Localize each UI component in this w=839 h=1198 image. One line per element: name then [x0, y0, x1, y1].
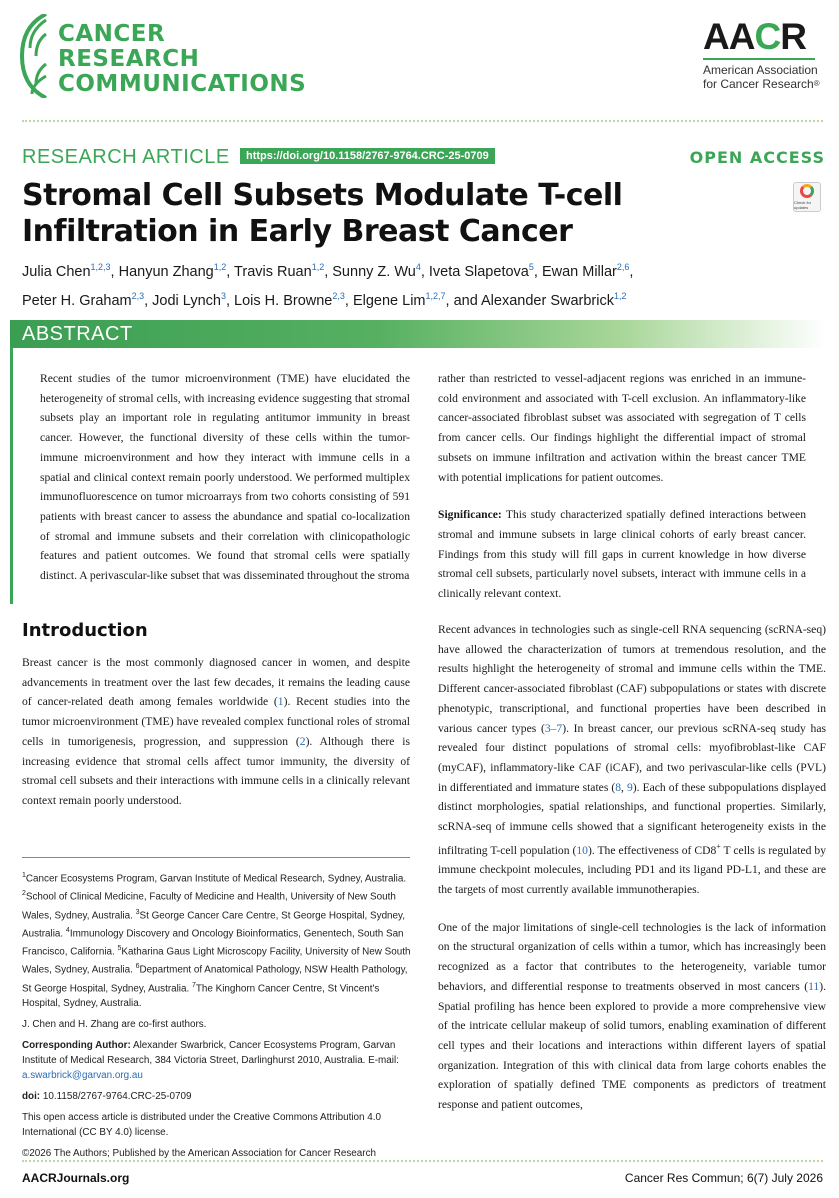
author-affiliation[interactable]: 5	[528, 262, 534, 272]
publisher-logo	[703, 18, 823, 91]
author-name: Peter H. Graham	[22, 292, 132, 309]
paragraph-text: ,	[621, 780, 627, 794]
author-list	[22, 255, 812, 313]
affiliation-text: St George Cancer Care Centre, St George Hospital, Sydney, Australia.	[22, 909, 405, 940]
significance-label: Significance:	[438, 508, 502, 522]
author-separator: ,	[344, 292, 353, 309]
affiliation-text: Cancer Ecosystems Program, Garvan Institute of Medical Research, Sydney, Australia.	[25, 873, 407, 885]
paragraph-text: ). Although there is increasing evidence that stromal cells affect tumor immunity, the diversity of stromal cell subsets and their interactions with immune cells in a clinically relevant context remain poorly understood.	[22, 734, 410, 807]
article-type: RESEARCH ARTICLE	[22, 146, 230, 168]
check-updates-icon	[800, 184, 814, 198]
doi-link[interactable]: https://doi.org/10.1158/2767-9764.CRC-25-0709	[240, 148, 495, 164]
paragraph-text: Breast cancer is the most commonly diagnosed cancer in women, and despite advancements in treatment over the last few decades, it remains the leading cause of cancer-related death among females worldwide (	[22, 656, 410, 709]
paragraph-text: Recent advances in technologies such as single-cell RNA sequencing (scRNA-seq) have allowed the characterization of tumors at tremendous resolution, and the results highlight the heterogeneity of stromal and immune cells within the TME. Different cancer-associated fibroblast (CAF) subpopulations or states with discrete phenotypic, transcriptional, and functional properties have been described in various cancer types (	[438, 623, 826, 735]
abstract-heading: ABSTRACT	[22, 323, 133, 345]
author-affiliation[interactable]: 3	[220, 290, 226, 301]
affiliation-text: Immunology Discovery and Oncology Bioinformatics, Genentech, South San Francisco, California.	[22, 928, 404, 958]
author-separator: ,	[225, 292, 235, 309]
intro-paragraph-3	[438, 918, 826, 1115]
affiliation-number: 2	[22, 890, 26, 898]
affiliation-number: 5	[117, 945, 122, 953]
author-affiliation[interactable]: 4	[415, 262, 421, 272]
affiliation-number: 1	[22, 872, 26, 879]
intro-right-column	[438, 620, 826, 1133]
reference-link[interactable]: 2	[299, 734, 306, 748]
reference-link[interactable]: 3–7	[544, 721, 563, 735]
abstract-side-rule	[10, 348, 13, 604]
author-name: Lois H. Browne	[234, 292, 333, 309]
paragraph-text: One of the major limitations of single-cell technologies is the lack of information on the structural organization of cells within a tumor, which has increasingly been recognized as a factor that contributes to the heterogeneity, variable tumor behaviors, and differential response to treatments observed in most cancers (	[438, 920, 826, 993]
intro-left-column	[22, 653, 410, 829]
reference-link[interactable]: 10	[576, 843, 588, 857]
author-name: Julia Chen	[22, 263, 91, 280]
author-name: Alexander Swarbrick	[481, 292, 614, 309]
author-separator: ,	[144, 292, 153, 309]
reference-link[interactable]: 1	[277, 695, 284, 709]
affiliation-number: 4	[65, 926, 70, 934]
author-separator: , and	[445, 292, 482, 309]
reference-link[interactable]: 8	[615, 780, 622, 794]
aacr-wordmark: AACR	[703, 16, 806, 57]
affiliation-number: 6	[135, 963, 140, 971]
author-separator: ,	[324, 263, 333, 280]
author-name: Iveta Slapetova	[428, 263, 529, 280]
author-affiliation[interactable]: 2,6	[616, 262, 630, 272]
footnotes	[22, 868, 412, 1167]
leaf-logo-icon	[20, 14, 50, 98]
reference-link[interactable]: 11	[808, 979, 820, 993]
affiliation-text: Katharina Gaus Light Microscopy Facility, University of New South Wales, Sydney, Australia.	[22, 946, 411, 976]
affiliation-text: Department of Anatomical Pathology, NSW Health Pathology, St George Hospital, Sydney, Australia.	[22, 964, 408, 995]
author-name: Travis Ruan	[234, 263, 312, 280]
author-affiliation[interactable]: 1,2	[213, 262, 227, 272]
reference-link[interactable]: 9	[626, 780, 633, 794]
author-name: Jodi Lynch	[152, 292, 221, 309]
publisher-name-line2: for Cancer Research®	[703, 77, 820, 91]
abstract-text-left: Recent studies of the tumor microenvironment (TME) have elucidated the heterogeneity of stromal cells, with increasing evidence suggesting that stromal subsets play an important role in regulating antitumor immunity in breast cancer. However, the functional diversity of these cells within the tumor-immune microenvironment and how they interact with immune cells in a spatial and clinical context remain poorly understood. We performed multiplex immunofluorescence on tumor microarrays from two cohorts consisting of 591 patients with breast cancer to assess the abundance and spatial co-localization of stromal and immune subsets and their correlation with clinicopathologic features and patient outcomes. We found that stromal cells were spatially distinct. A perivascular-like subset that was disseminated throughout the stroma	[40, 372, 410, 583]
footer-divider	[22, 1160, 823, 1162]
citation-info: Cancer Res Commun; 6(7) July 2026	[624, 1171, 823, 1185]
author-separator: ,	[226, 263, 235, 280]
open-access-label: OPEN ACCESS	[689, 148, 825, 167]
journal-website-link[interactable]: AACRJournals.org	[22, 1171, 130, 1185]
author-name: Elgene Lim	[352, 292, 426, 309]
affiliation-text: The Kinghorn Cancer Centre, St Vincent's Hospital, Sydney, Australia.	[22, 983, 380, 1010]
journal-name-line2: RESEARCH	[58, 46, 200, 72]
header-divider	[22, 120, 823, 122]
author-separator: ,	[110, 263, 119, 280]
paragraph-text: ). Spatial profiling has hence been explored to provide a more comprehensive view of the intricate cellular makeup of solid tumors, enabling examination of different cell types and their locations and interactions within different layers of spatial organization. Integration of this with clinical data from large cohorts enables the exploration of spatially defined TME components as predictors of treatment response and patient outcomes,	[438, 979, 826, 1112]
article-title: Stromal Cell Subsets Modulate T-cell Infiltration in Early Breast Cancer	[22, 178, 623, 249]
paragraph-text: ). In breast cancer, our previous scRNA-seq study has revealed four distinct populations of stromal cells: myofibroblast-like CAF (myCAF), inflammatory-like CAF (iCAF), and two perivascular-like cells (PVL) in differentiated and immature states (	[438, 721, 826, 794]
author-affiliation[interactable]: 2,3	[332, 290, 345, 301]
author-separator: ,	[629, 263, 634, 280]
check-for-updates-button[interactable]	[793, 182, 821, 212]
author-affiliation[interactable]: 2,3	[131, 290, 145, 301]
paragraph-text: ). Each of these subpopulations displayed distinct morphologies, spatial relationships, and functional properties. Similarly, scRNA-seq of immune cells showed that a significant heterogeneity exists in the infiltrating T-cell population (	[438, 780, 827, 857]
intro-paragraph-2	[438, 620, 826, 900]
intro-paragraph-1	[22, 653, 410, 811]
author-affiliation[interactable]: 1,2	[614, 290, 627, 301]
copyright-note: ©2026 The Authors; Published by the American Association for Cancer Research	[22, 1148, 377, 1160]
cofirst-note: J. Chen and H. Zhang are co-first authors.	[22, 1019, 207, 1031]
author-name: Hanyun Zhang	[118, 263, 214, 280]
superscript: +	[716, 841, 721, 851]
journal-name-line1: CANCER	[58, 21, 166, 47]
affiliation-text: School of Clinical Medicine, Faculty of Medicine and Health, University of New South Wales, Sydney, Australia.	[22, 891, 396, 921]
paragraph-text: ). The effectiveness of CD8	[587, 843, 717, 857]
significance-paragraph	[438, 505, 806, 604]
journal-logo	[20, 12, 320, 100]
paragraph-text: T cells is regulated by immune checkpoint molecules, including PD1 and its ligand PD-L1, and these are the targets of most currently available immunotherapies.	[438, 843, 827, 896]
publisher-name-line1: American Association	[703, 63, 818, 77]
author-affiliation[interactable]: 1,2	[311, 262, 325, 272]
affiliations	[22, 868, 412, 1011]
author-affiliation[interactable]: 1,2,3	[90, 262, 111, 272]
paragraph-text: ). Recent studies into the tumor microenvironment (TME) have revealed complex functional roles of stromal cells in tumorigenesis, progression, and suppression (	[22, 695, 410, 748]
affiliation-number: 7	[191, 981, 196, 989]
author-affiliation[interactable]: 1,2,7	[425, 290, 446, 301]
author-name: Ewan Millar	[541, 263, 617, 280]
license-note: This open access article is distributed under the Creative Commons Attribution 4.0 International (CC BY 4.0) license.	[22, 1112, 381, 1139]
abstract-text-right: rather than restricted to vessel-adjacent regions was enriched in an immune-cold environment and associated with T-cell exclusion. An inflammatory-like cancer-associated fibroblast subset was associated with segregation of T cells from cancer cells. Our findings highlight the differential impact of stromal subsets on immune infiltration and activation within the breast cancer TME with potential implications for patient outcomes.	[438, 372, 806, 484]
check-updates-caption: Check for updates	[794, 200, 812, 210]
abstract-header-bar	[10, 320, 827, 348]
author-separator: ,	[533, 263, 542, 280]
significance-text: This study characterized spatially defined interactions between stromal and immune subsets in large clinical cohorts of early breast cancer. Findings from this study will fill gaps in current knowledge in how diverse stromal cell subsets, particularly novel subsets, interact with immune cells in a clinically relevant context.	[438, 508, 806, 601]
author-separator: ,	[420, 263, 429, 280]
email-link[interactable]: a.swarbrick@garvan.org.au	[22, 1070, 143, 1082]
abstract-left-column	[40, 369, 410, 604]
introduction-heading: Introduction	[22, 620, 148, 641]
corresponding-author: Corresponding Author: Alexander Swarbrick, Cancer Ecosystems Program, Garvan Institute of Medical Research, 384 Victoria Street, Darlinghurst 2010, Australia. E-mail: a.swarbrick@garvan.org.au	[22, 1040, 399, 1082]
affiliation-number: 3	[135, 908, 140, 916]
abstract-right-column	[438, 369, 806, 622]
doi-note: doi: 10.1158/2767-9764.CRC-25-0709	[22, 1091, 192, 1103]
footnote-divider	[22, 857, 410, 858]
journal-name-line3: COMMUNICATIONS	[58, 71, 307, 97]
author-name: Sunny Z. Wu	[332, 263, 416, 280]
aacr-rule	[703, 58, 815, 60]
